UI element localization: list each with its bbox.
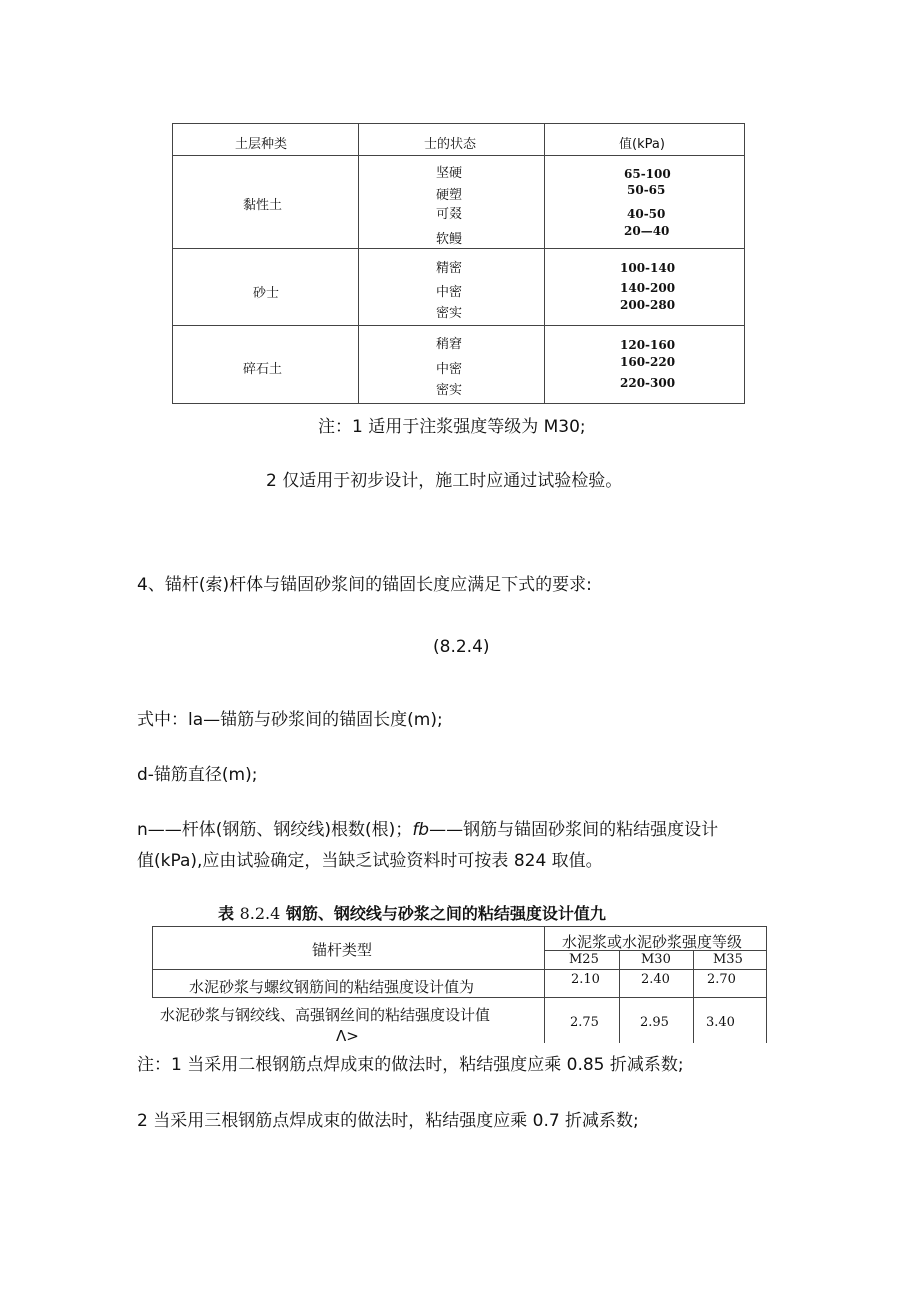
fb-symbol: fb — [412, 820, 430, 840]
table-divider — [173, 155, 744, 156]
caption-text: 钢筋、钢绞线与砂浆之间的粘结强度设计值九 — [285, 904, 606, 923]
table-divider — [766, 926, 767, 1043]
soil-state: 坚硬 — [436, 166, 463, 181]
soil-state: 硬塑 — [436, 188, 463, 203]
bond-value: 200-280 — [620, 298, 676, 312]
anchor-type-label: 水泥砂浆与钢绞线、高强钢丝间的粘结强度设计值 — [160, 1006, 491, 1024]
grade-label: M35 — [713, 952, 743, 967]
bond-value: 100-140 — [620, 261, 676, 275]
bond-value: 220-300 — [620, 376, 676, 390]
table-divider — [693, 950, 694, 1043]
anchor-type-label-cont: Λ> — [336, 1027, 359, 1045]
definition-fb-cont: 值(kPa),应由试验确定，当缺乏试验资料时可按表 824 取值。 — [137, 851, 603, 871]
table-header: 士的状态 — [424, 137, 477, 152]
bond-strength: 3.40 — [706, 1015, 735, 1030]
definition-n — [137, 815, 718, 840]
note-line: 2 当采用三根钢筋点焊成束的做法时，粘结强度应乘 0.7 折减系数; — [137, 1111, 639, 1131]
bond-strength: 2.40 — [641, 972, 670, 987]
soil-state: 中密 — [436, 285, 463, 300]
table-divider — [152, 926, 767, 927]
note-line: 注：1 适用于注浆强度等级为 M30; — [318, 417, 586, 437]
grade-label: M25 — [569, 952, 599, 967]
soil-state: 密实 — [436, 306, 463, 321]
table-divider — [544, 926, 545, 1043]
formula-number: (8.2.4) — [433, 637, 490, 657]
grade-header: 水泥浆或水泥砂浆强度等级 — [562, 933, 743, 951]
table-divider — [152, 926, 153, 997]
caption-prefix: 表 — [218, 904, 235, 923]
soil-state: 中密 — [436, 362, 463, 377]
table-divider — [173, 325, 744, 326]
soil-type: 黏性土 — [243, 198, 283, 213]
soil-state: 精密 — [436, 261, 463, 276]
bond-value: 120-160 — [620, 338, 676, 352]
caption-number: 8.2.4 — [239, 904, 281, 923]
table-divider — [152, 997, 767, 998]
soil-state: 密实 — [436, 383, 463, 398]
section-heading: 4、锚杆(索)杆体与锚固砂浆间的锚固长度应满足下式的要求: — [137, 575, 592, 595]
soil-type: 碎石土 — [243, 362, 283, 377]
anchor-type-label: 水泥砂浆与螺纹钢筋间的粘结强度设计值为 — [189, 978, 475, 996]
table-divider — [544, 124, 545, 403]
definition-d: d-锚筋直径(m); — [137, 765, 258, 785]
bond-strength: 2.10 — [571, 972, 600, 987]
table-divider — [152, 969, 767, 970]
bond-value: 20—40 — [624, 224, 670, 238]
definition-la: 式中：la—锚筋与砂浆间的锚固长度(m); — [137, 710, 443, 730]
grade-label: M30 — [641, 952, 671, 967]
bond-strength: 2.75 — [570, 1015, 599, 1030]
definition-fb-text: ——钢筋与锚固砂浆间的粘结强度设计 — [429, 820, 719, 840]
table-divider — [358, 124, 359, 403]
table-header: 土层种类 — [235, 137, 288, 152]
bond-value: 50-65 — [627, 183, 666, 197]
note-line: 2 仅适用于初步设计，施工时应通过试验检验。 — [266, 471, 623, 491]
bond-strength: 2.95 — [640, 1015, 669, 1030]
table-header: 值(kPa) — [619, 137, 665, 152]
soil-state: 软鳗 — [436, 232, 463, 247]
soil-state: 稍窘 — [436, 337, 463, 352]
bond-value: 40-50 — [627, 207, 666, 221]
table-caption — [218, 901, 606, 924]
table-divider — [173, 248, 744, 249]
bond-value: 140-200 — [620, 281, 676, 295]
table-divider — [619, 950, 620, 1043]
note-line: 注：1 当采用二根钢筋点焊成束的做法时，粘结强度应乘 0.85 折减系数; — [137, 1055, 684, 1075]
bond-value: 65-100 — [624, 167, 671, 181]
soil-bond-table — [172, 123, 745, 404]
anchor-type-header: 锚杆类型 — [312, 941, 373, 959]
soil-type: 砂士 — [253, 286, 280, 301]
soil-state: 可叕 — [436, 207, 463, 222]
bond-value: 160-220 — [620, 355, 676, 369]
bond-strength: 2.70 — [707, 972, 736, 987]
definition-n-text: n——杆体(钢筋、钢绞线)根数(根)； — [137, 820, 413, 840]
